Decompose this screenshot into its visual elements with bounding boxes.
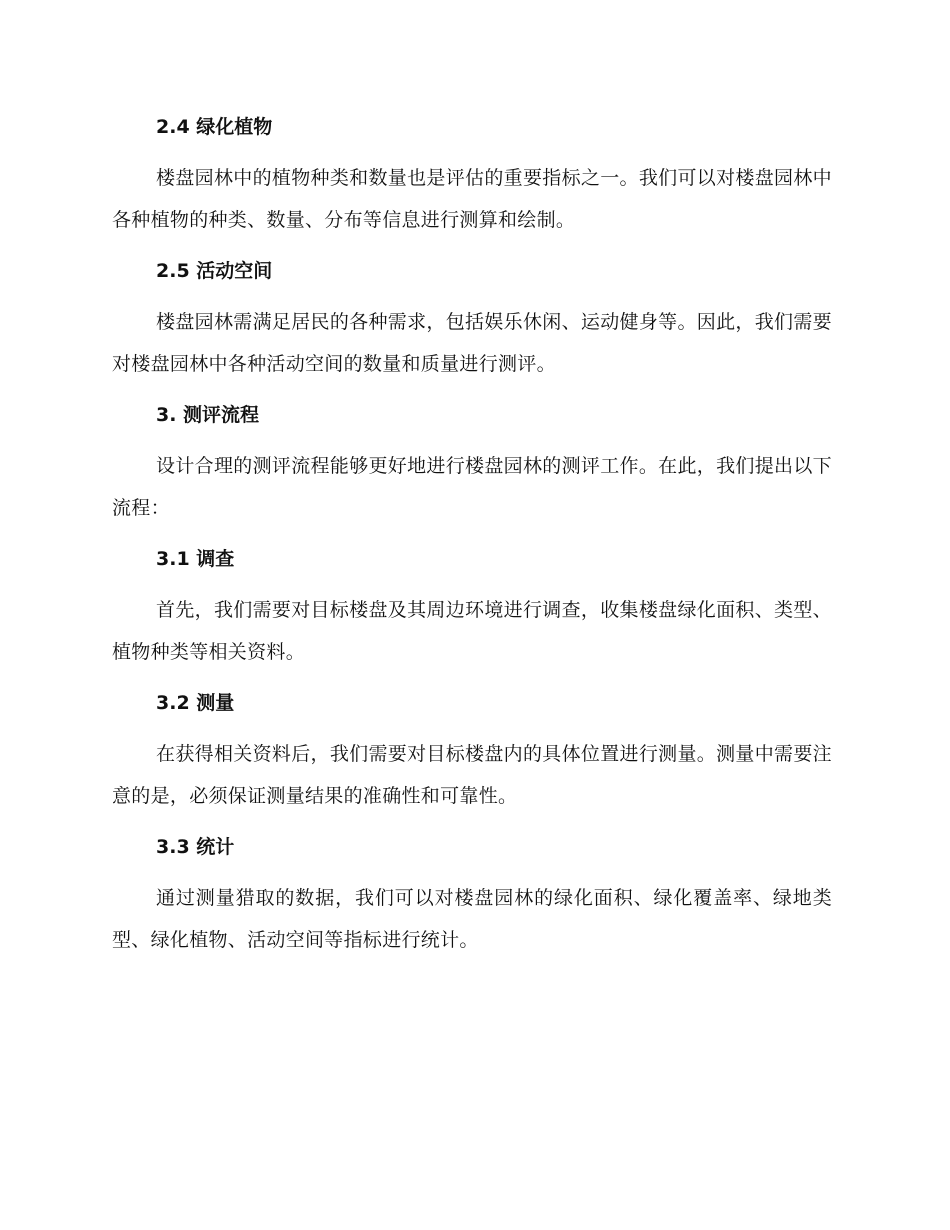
section-heading-3-3: 3.3 统计	[156, 836, 235, 858]
section-heading-3: 3. 测评流程	[156, 404, 260, 426]
section-heading-3-1: 3.1 调查	[156, 548, 235, 570]
section-paragraph-3-1: 首先，我们需要对目标楼盘及其周边环境进行调查，收集楼盘绿化面积、类型、植物种类等相关资料。	[112, 599, 832, 663]
section-paragraph-3-2: 在获得相关资料后，我们需要对目标楼盘内的具体位置进行测量。测量中需要注意的是，必须保证测量结果的准确性和可靠性。	[112, 743, 832, 807]
section-paragraph-3-3: 通过测量猎取的数据，我们可以对楼盘园林的绿化面积、绿化覆盖率、绿地类型、绿化植物、活动空间等指标进行统计。	[112, 887, 832, 951]
section-paragraph-2-5: 楼盘园林需满足居民的各种需求，包括娱乐休闲、运动健身等。因此，我们需要对楼盘园林中各种活动空间的数量和质量进行测评。	[112, 311, 832, 375]
section-heading-2-5: 2.5 活动空间	[156, 260, 273, 282]
section-paragraph-3: 设计合理的测评流程能够更好地进行楼盘园林的测评工作。在此，我们提出以下流程：	[112, 455, 832, 519]
document-body	[112, 112, 832, 976]
section-heading-3-2: 3.2 测量	[156, 692, 235, 714]
section-paragraph-2-4: 楼盘园林中的植物种类和数量也是评估的重要指标之一。我们可以对楼盘园林中各种植物的种类、数量、分布等信息进行测算和绘制。	[112, 167, 832, 231]
section-heading-2-4: 2.4 绿化植物	[156, 116, 273, 138]
